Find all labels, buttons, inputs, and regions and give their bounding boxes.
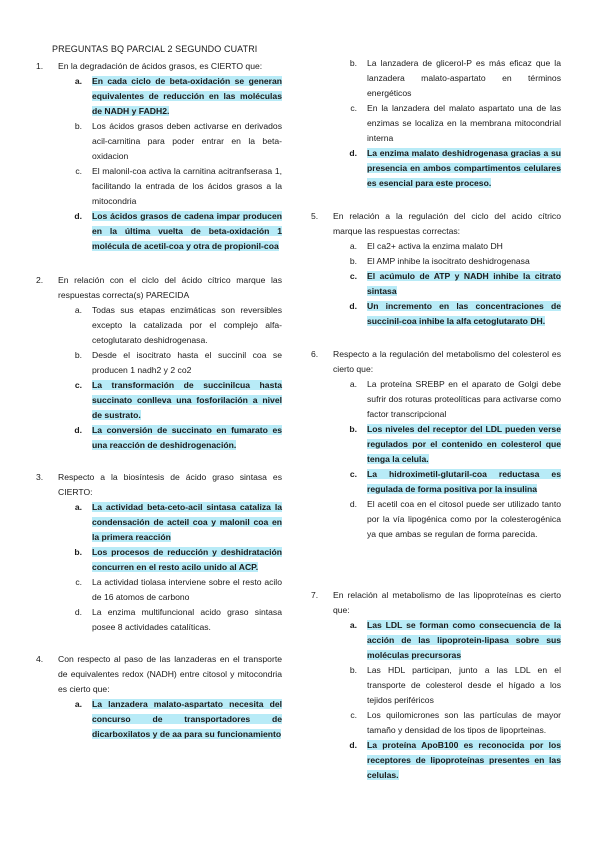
answer-option-highlighted <box>66 423 282 453</box>
option-letter: a. <box>74 305 82 315</box>
left-column <box>36 56 282 742</box>
option-text: La lanzadera malato-aspartato necesita del concurso de transportadores de dicarboxilatos y de aa para su funcionamiento <box>92 699 282 739</box>
option-letter: c. <box>350 710 357 720</box>
answer-option-highlighted <box>341 422 561 467</box>
option-text: El ca2+ activa la enzima malato DH <box>367 241 503 251</box>
question-1 <box>36 59 282 254</box>
option-letter: c. <box>349 469 357 479</box>
question-number: 6. <box>311 349 319 359</box>
answer-options <box>66 303 282 453</box>
option-letter: a. <box>74 699 82 709</box>
question-7 <box>311 588 561 783</box>
question-3 <box>36 470 282 635</box>
option-text: Las LDL se forman como consecuencia de la acción de las lipoprotein-lipasa sobre sus moléculas precursoras <box>367 620 561 660</box>
question-stem <box>36 470 282 500</box>
option-text: La transformación de succinilcua hasta succinato conlleva una fosforilación a nivel de sustrato. <box>92 380 282 420</box>
option-letter: d. <box>349 148 357 158</box>
question-4-continued <box>311 56 561 191</box>
answer-option-highlighted <box>66 209 282 254</box>
option-text: Un incremento en las concentraciones de succinil-coa inhibe la alfa cetoglutarato DH. <box>367 301 561 326</box>
option-letter: c. <box>350 103 357 113</box>
answer-option <box>341 101 561 146</box>
answer-option <box>341 663 561 708</box>
answer-options <box>341 377 561 542</box>
option-letter: d. <box>349 301 357 311</box>
option-letter: c. <box>75 166 82 176</box>
option-text: La enzima multifuncional acido graso sintasa posee 8 actividades catalíticas. <box>92 607 282 632</box>
question-stem <box>36 59 282 74</box>
option-letter: b. <box>349 58 357 68</box>
page-title: PREGUNTAS BQ PARCIAL 2 SEGUNDO CUATRI <box>52 44 258 54</box>
option-text: Las HDL participan, junto a las LDL en el transporte de colesterol desde el hígado a los tejidos periféricos <box>367 665 561 705</box>
answer-options <box>341 56 561 191</box>
answer-option-highlighted <box>66 378 282 423</box>
answer-options <box>66 500 282 635</box>
answer-option-highlighted <box>341 269 561 299</box>
option-text: El AMP inhibe la isocitrato deshidrogenasa <box>367 256 530 266</box>
option-text: La proteína ApoB100 es reconocida por los receptores de lipoproteínas presentes en las celulas. <box>367 740 561 780</box>
answer-option-highlighted <box>341 738 561 783</box>
option-letter: a. <box>74 502 82 512</box>
option-letter: a. <box>349 620 357 630</box>
question-number: 2. <box>36 275 44 285</box>
option-text: Los niveles del receptor del LDL pueden verse regulados por el contenido en colesterol que tenga la celula. <box>367 424 561 464</box>
option-text: Todas sus etapas enzimáticas son reversibles excepto la catalizada por el complejo alfa-cetoglutarato deshidrogenasa. <box>92 305 282 345</box>
option-text: La enzima malato deshidrogenasa gracias a su presencia en ambos compartimentos celulares es esencial para este proceso. <box>367 148 561 188</box>
option-text: Desde el isocitrato hasta el succinil coa se producen 1 nadh2 y 2 co2 <box>92 350 282 375</box>
option-letter: b. <box>349 665 357 675</box>
answer-option-highlighted <box>341 618 561 663</box>
question-stem <box>36 273 282 303</box>
option-text: Los quilomicrones son las partículas de mayor tamaño y densidad de los tipos de lipoprteinas. <box>367 710 561 735</box>
option-text: Los procesos de reducción y deshidratación concurren en el resto acilo unido al ACP. <box>92 547 282 572</box>
answer-option <box>341 497 561 542</box>
answer-option <box>66 348 282 378</box>
option-letter: b. <box>74 547 82 557</box>
question-number: 7. <box>311 590 319 600</box>
option-letter: b. <box>74 121 82 131</box>
answer-option <box>341 377 561 422</box>
option-text: La hidroximetil-glutaril-coa reductasa es regulada de forma positiva por la insulina <box>367 469 561 494</box>
option-text: El acúmulo de ATP y NADH inhibe la citrato sintasa <box>367 271 561 296</box>
question-stem <box>36 652 282 697</box>
answer-option-highlighted <box>66 500 282 545</box>
option-letter: a. <box>349 379 357 389</box>
option-text: El malonil-coa activa la carnitina acitranfserasa 1, facilitando la entrada de los ácidos grasos a la mitocondria <box>92 166 282 206</box>
question-text: En relación a la regulación del ciclo del acido cítrico marque las respuestas correctas: <box>333 211 561 236</box>
question-text: Con respecto al paso de las lanzaderas en el transporte de equivalentes redox (NADH) entre citosol y mitocondria es cierto que: <box>58 654 282 694</box>
question-stem <box>311 347 561 377</box>
option-letter: d. <box>74 607 82 617</box>
option-text: La actividad beta-ceto-acil sintasa cataliza la condensación de acteil coa y malonil coa en la primera reacción <box>92 502 282 542</box>
question-number: 1. <box>36 61 44 71</box>
option-letter: b. <box>349 424 357 434</box>
option-text: La lanzadera de glicerol-P es más eficaz que la lanzadera malato-aspartato en términos energéticos <box>367 58 561 98</box>
answer-option <box>66 605 282 635</box>
question-number: 5. <box>311 211 319 221</box>
question-4 <box>36 652 282 742</box>
question-stem <box>311 209 561 239</box>
answer-option <box>66 575 282 605</box>
option-letter: b. <box>349 256 357 266</box>
answer-option <box>341 708 561 738</box>
question-stem <box>311 588 561 618</box>
question-5 <box>311 209 561 329</box>
option-letter: d. <box>74 425 82 435</box>
question-text: En relación al metabolismo de las lipoproteínas es cierto que: <box>333 590 561 615</box>
option-letter: d. <box>349 740 357 750</box>
question-text: Respecto a la regulación del metabolismo del colesterol es cierto que: <box>333 349 561 374</box>
option-text: Los ácidos grasos deben activarse en derivados acil-carnitina para poder entrar en la beta-oxidacion <box>92 121 282 161</box>
answer-option <box>66 119 282 164</box>
question-2 <box>36 273 282 453</box>
option-letter: b. <box>74 350 82 360</box>
option-letter: d. <box>74 211 82 221</box>
answer-option-highlighted <box>66 697 282 742</box>
answer-option-highlighted <box>66 545 282 575</box>
answer-option <box>341 254 561 269</box>
option-text: La conversión de succinato en fumarato es una reacción de deshidrogenación. <box>92 425 282 450</box>
answer-option <box>341 56 561 101</box>
option-letter: a. <box>349 241 357 251</box>
question-6 <box>311 347 561 542</box>
option-letter: c. <box>74 380 82 390</box>
question-number: 4. <box>36 654 44 664</box>
option-letter: d. <box>349 499 357 509</box>
option-text: La actividad tiolasa interviene sobre el resto acilo de 16 atomos de carbono <box>92 577 282 602</box>
answer-option <box>66 303 282 348</box>
answer-option-highlighted <box>341 146 561 191</box>
answer-options <box>341 239 561 329</box>
answer-options <box>66 697 282 742</box>
answer-options <box>341 618 561 783</box>
question-text: En la degradación de ácidos grasos, es CIERTO que: <box>58 61 263 71</box>
option-text: El acetil coa en el citosol puede ser utilizado tanto por la vía lipogénica como por la colesterogénica ya que ambas se regulan de forma parecida. <box>367 499 561 539</box>
answer-option-highlighted <box>341 467 561 497</box>
question-text: Respecto a la biosíntesis de ácido graso sintasa es CIERTO: <box>58 472 282 497</box>
option-text: Los ácidos grasos de cadena impar producen en la última vuelta de beta-oxidación 1 molécula de acetil-coa y otra de propionil-coa <box>92 211 282 251</box>
option-letter: c. <box>349 271 357 281</box>
answer-option <box>341 239 561 254</box>
option-text: La proteína SREBP en el aparato de Golgi debe sufrir dos roturas proteolíticas para activarse como factor transcripcional <box>367 379 561 419</box>
option-text: En cada ciclo de beta-oxidación se generan equivalentes de reducción en las moléculas de NADH y FADH2. <box>92 76 282 116</box>
answer-option <box>66 164 282 209</box>
answer-option-highlighted <box>66 74 282 119</box>
option-text: En la lanzadera del malato aspartato una de las enzimas se localiza en la membrana mitocondrial interna <box>367 103 561 143</box>
question-number: 3. <box>36 472 44 482</box>
option-letter: c. <box>75 577 82 587</box>
answer-option-highlighted <box>341 299 561 329</box>
option-letter: a. <box>74 76 82 86</box>
answer-options <box>66 74 282 254</box>
question-text: En relación con el ciclo del ácido cítrico marque las respuestas correcta(s) PARECIDA <box>58 275 282 300</box>
right-column <box>311 56 561 783</box>
